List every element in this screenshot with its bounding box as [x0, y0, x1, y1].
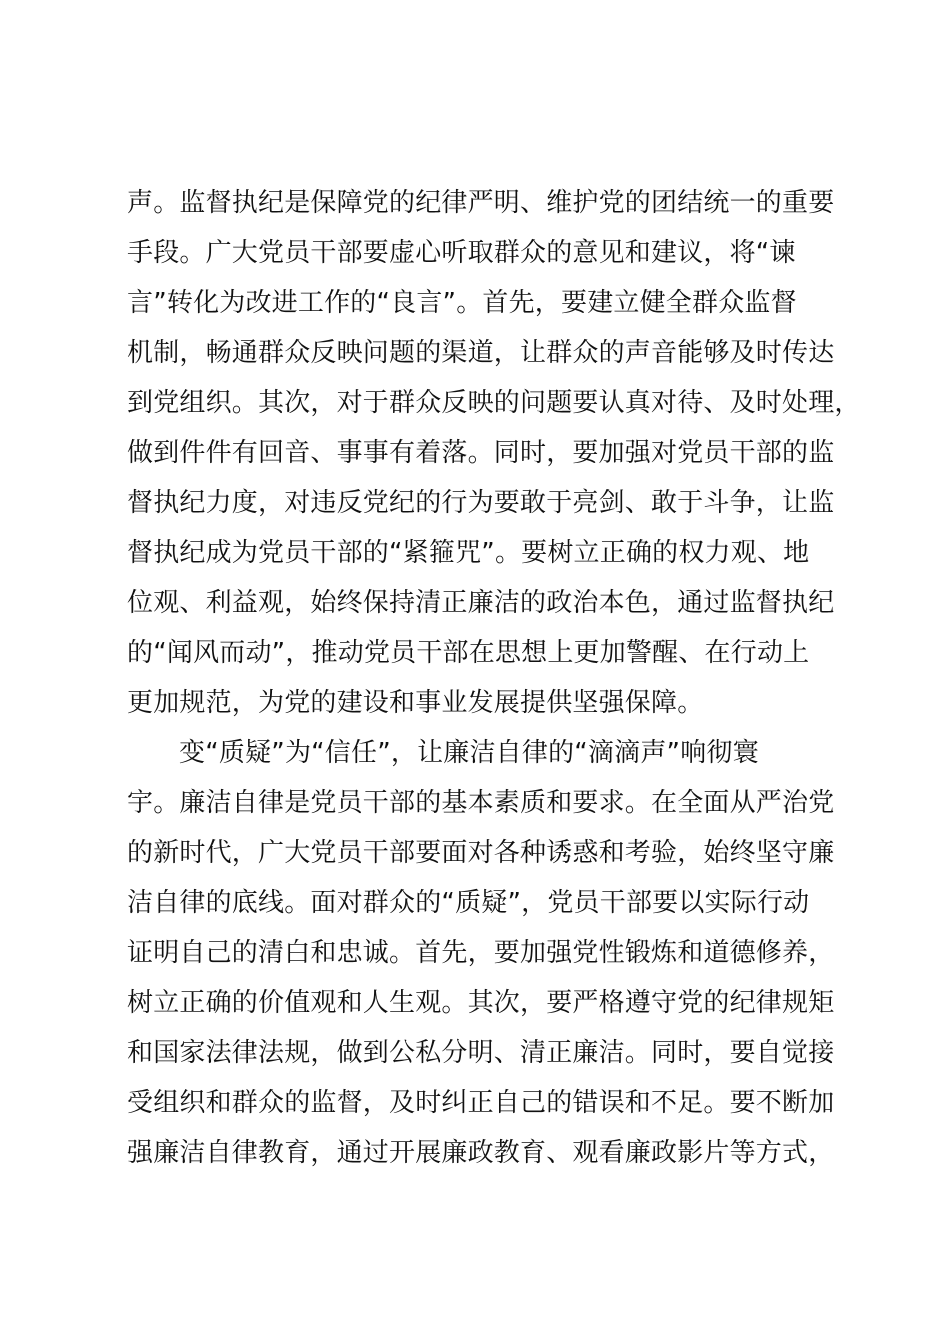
body-text	[127, 178, 861, 1178]
text-line: 手段。广大党员干部要虚心听取群众的意见和建议，将“谏	[127, 238, 796, 268]
text-line: 的新时代，广大党员干部要面对各种诱惑和考验，始终坚守廉	[127, 838, 835, 868]
text-line: 的“闻风而动”，推动党员干部在思想上更加警醒、在行动上	[127, 638, 810, 668]
text-line: 机制，畅通群众反映问题的渠道，让群众的声音能够及时传达	[127, 338, 835, 368]
text-line: 言”转化为改进工作的“良言”。首先，要建立健全群众监督	[127, 288, 797, 318]
text-line: 做到件件有回音、事事有着落。同时，要加强对党员干部的监	[127, 438, 835, 468]
text-line: 督执纪成为党员干部的“紧箍咒”。要树立正确的权力观、地	[127, 538, 810, 568]
text-line: 位观、利益观，始终保持清正廉洁的政治本色，通过监督执纪	[127, 588, 835, 618]
text-line: 受组织和群众的监督，及时纠正自己的错误和不足。要不断加	[127, 1088, 835, 1118]
text-line: 督执纪力度，对违反党纪的行为要敢于亮剑、敢于斗争，让监	[127, 488, 835, 518]
text-line: 洁自律的底线。面对群众的“质疑”，党员干部要以实际行动	[127, 888, 810, 918]
text-line: 声。监督执纪是保障党的纪律严明、维护党的团结统一的重要	[127, 188, 835, 218]
text-line: 树立正确的价值观和人生观。其次，要严格遵守党的纪律规矩	[127, 988, 835, 1018]
text-line: 和国家法律法规，做到公私分明、清正廉洁。同时，要自觉接	[127, 1038, 835, 1068]
text-line: 宇。廉洁自律是党员干部的基本素质和要求。在全面从严治党	[127, 788, 835, 818]
paragraph-start-line: 变“质疑”为“信任”，让廉洁自律的“滴滴声”响彻寰	[179, 738, 759, 768]
text-line: 证明自己的清白和忠诚。首先，要加强党性锻炼和道德修养，	[127, 938, 835, 968]
text-line: 更加规范，为党的建设和事业发展提供坚强保障。	[127, 688, 704, 718]
text-line: 强廉洁自律教育，通过开展廉政教育、观看廉政影片等方式，	[127, 1138, 835, 1168]
text-line: 到党组织。其次，对于群众反映的问题要认真对待、及时处理，	[127, 388, 861, 418]
